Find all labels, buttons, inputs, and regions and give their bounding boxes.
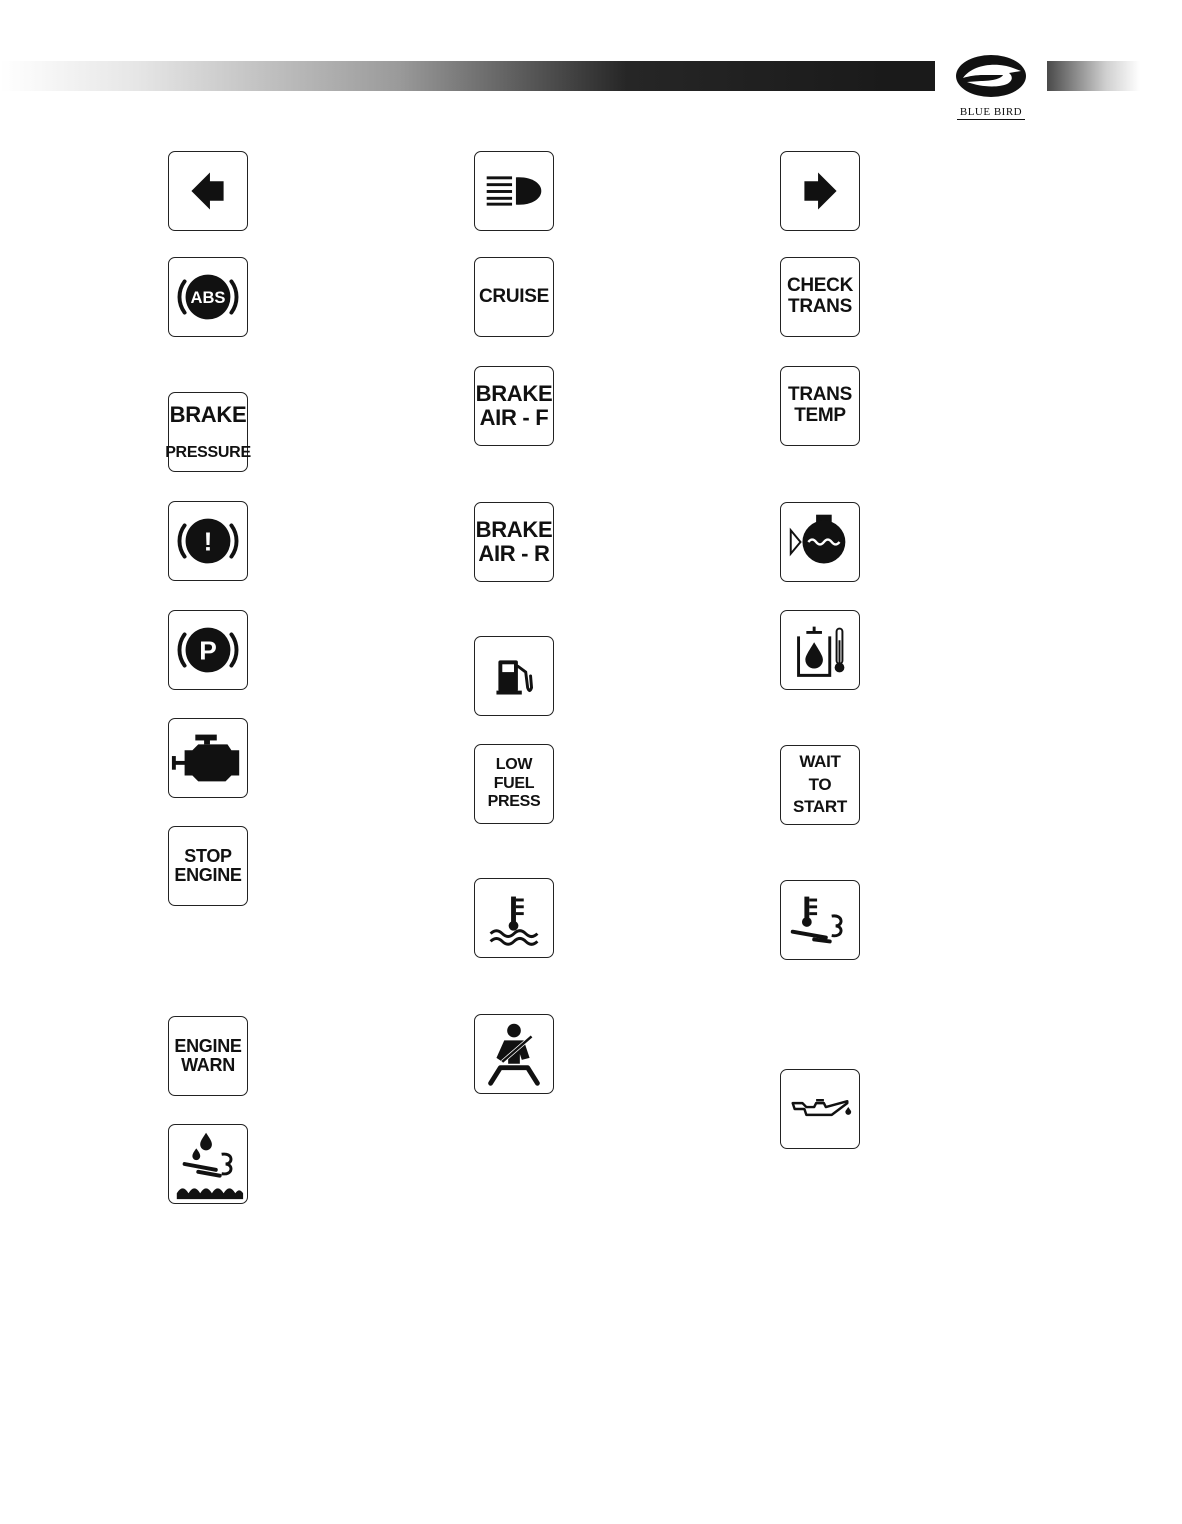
low-fuel-press-label: LOW FUEL PRESS bbox=[487, 756, 541, 811]
engine-warn-label: ENGINE WARN bbox=[174, 1035, 242, 1075]
parking-brake-indicator bbox=[168, 610, 248, 690]
stop-engine-label: STOP ENGINE bbox=[174, 845, 242, 885]
oil-pressure-indicator bbox=[780, 1069, 860, 1149]
stop-engine-indicator bbox=[168, 826, 248, 906]
wait-to-start-label: WAIT TO START bbox=[793, 751, 847, 817]
water-in-fuel-indicator bbox=[168, 1124, 248, 1204]
blue-bird-oval-icon bbox=[955, 54, 1027, 98]
coolant-temperature-icon bbox=[475, 878, 553, 958]
brake-air-rear-indicator bbox=[474, 502, 554, 582]
brake-air-rear-label: BRAKE AIR - R bbox=[475, 517, 553, 566]
cruise-label: CRUISE bbox=[479, 285, 549, 307]
right-turn-indicator bbox=[780, 151, 860, 231]
oil-can-icon bbox=[781, 1069, 859, 1149]
cruise-indicator bbox=[474, 257, 554, 337]
check-trans-label: CHECK TRANS bbox=[786, 275, 854, 317]
brake-pressure-indicator bbox=[165, 392, 251, 472]
check-engine-indicator bbox=[168, 718, 248, 798]
blue-bird-logo bbox=[935, 48, 1047, 124]
coolant-level-icon bbox=[781, 502, 859, 582]
fuel-indicator bbox=[474, 636, 554, 716]
left-turn-indicator bbox=[168, 151, 248, 231]
brake-warning-indicator bbox=[168, 501, 248, 581]
abs-label: ABS bbox=[190, 287, 226, 307]
trans-temp-label: TRANS TEMP bbox=[788, 384, 852, 426]
fuel-pump-icon bbox=[475, 636, 553, 716]
seat-belt-icon bbox=[475, 1014, 553, 1094]
check-trans-indicator bbox=[780, 257, 860, 337]
coolant-level-indicator bbox=[780, 502, 860, 582]
brake-air-front-label: BRAKE AIR - F bbox=[475, 381, 553, 430]
logo-wordmark: BLUE BIRD bbox=[959, 106, 1023, 118]
logo-text bbox=[935, 106, 1047, 120]
brake-warning-icon bbox=[169, 501, 247, 581]
check-engine-icon bbox=[169, 718, 247, 798]
brake-pressure-line1: BRAKE bbox=[169, 401, 247, 427]
right-arrow-icon bbox=[781, 151, 859, 231]
exhaust-temp-indicator bbox=[780, 880, 860, 960]
hydraulic-oil-temp-indicator bbox=[780, 610, 860, 690]
brake-air-front-indicator bbox=[474, 366, 554, 446]
brake-pressure-line2: PRESSURE bbox=[165, 443, 251, 461]
abs-icon bbox=[169, 257, 247, 337]
parking-brake-icon bbox=[169, 610, 247, 690]
abs-indicator bbox=[168, 257, 248, 337]
low-fuel-press-indicator bbox=[474, 744, 554, 824]
coolant-temp-indicator bbox=[474, 878, 554, 958]
water-in-fuel-icon bbox=[169, 1124, 247, 1204]
trans-temp-indicator bbox=[780, 366, 860, 446]
high-beam-indicator bbox=[474, 151, 554, 231]
exhaust-system-temperature-icon bbox=[781, 880, 859, 960]
engine-warn-indicator bbox=[168, 1016, 248, 1096]
hydraulic-oil-temperature-icon bbox=[781, 610, 859, 690]
high-beam-icon bbox=[475, 151, 553, 231]
left-arrow-icon bbox=[169, 151, 247, 231]
seat-belt-indicator bbox=[474, 1014, 554, 1094]
parking-brake-symbol: P bbox=[199, 635, 217, 666]
wait-to-start-indicator bbox=[780, 745, 860, 825]
brake-warning-symbol: ! bbox=[203, 526, 213, 557]
